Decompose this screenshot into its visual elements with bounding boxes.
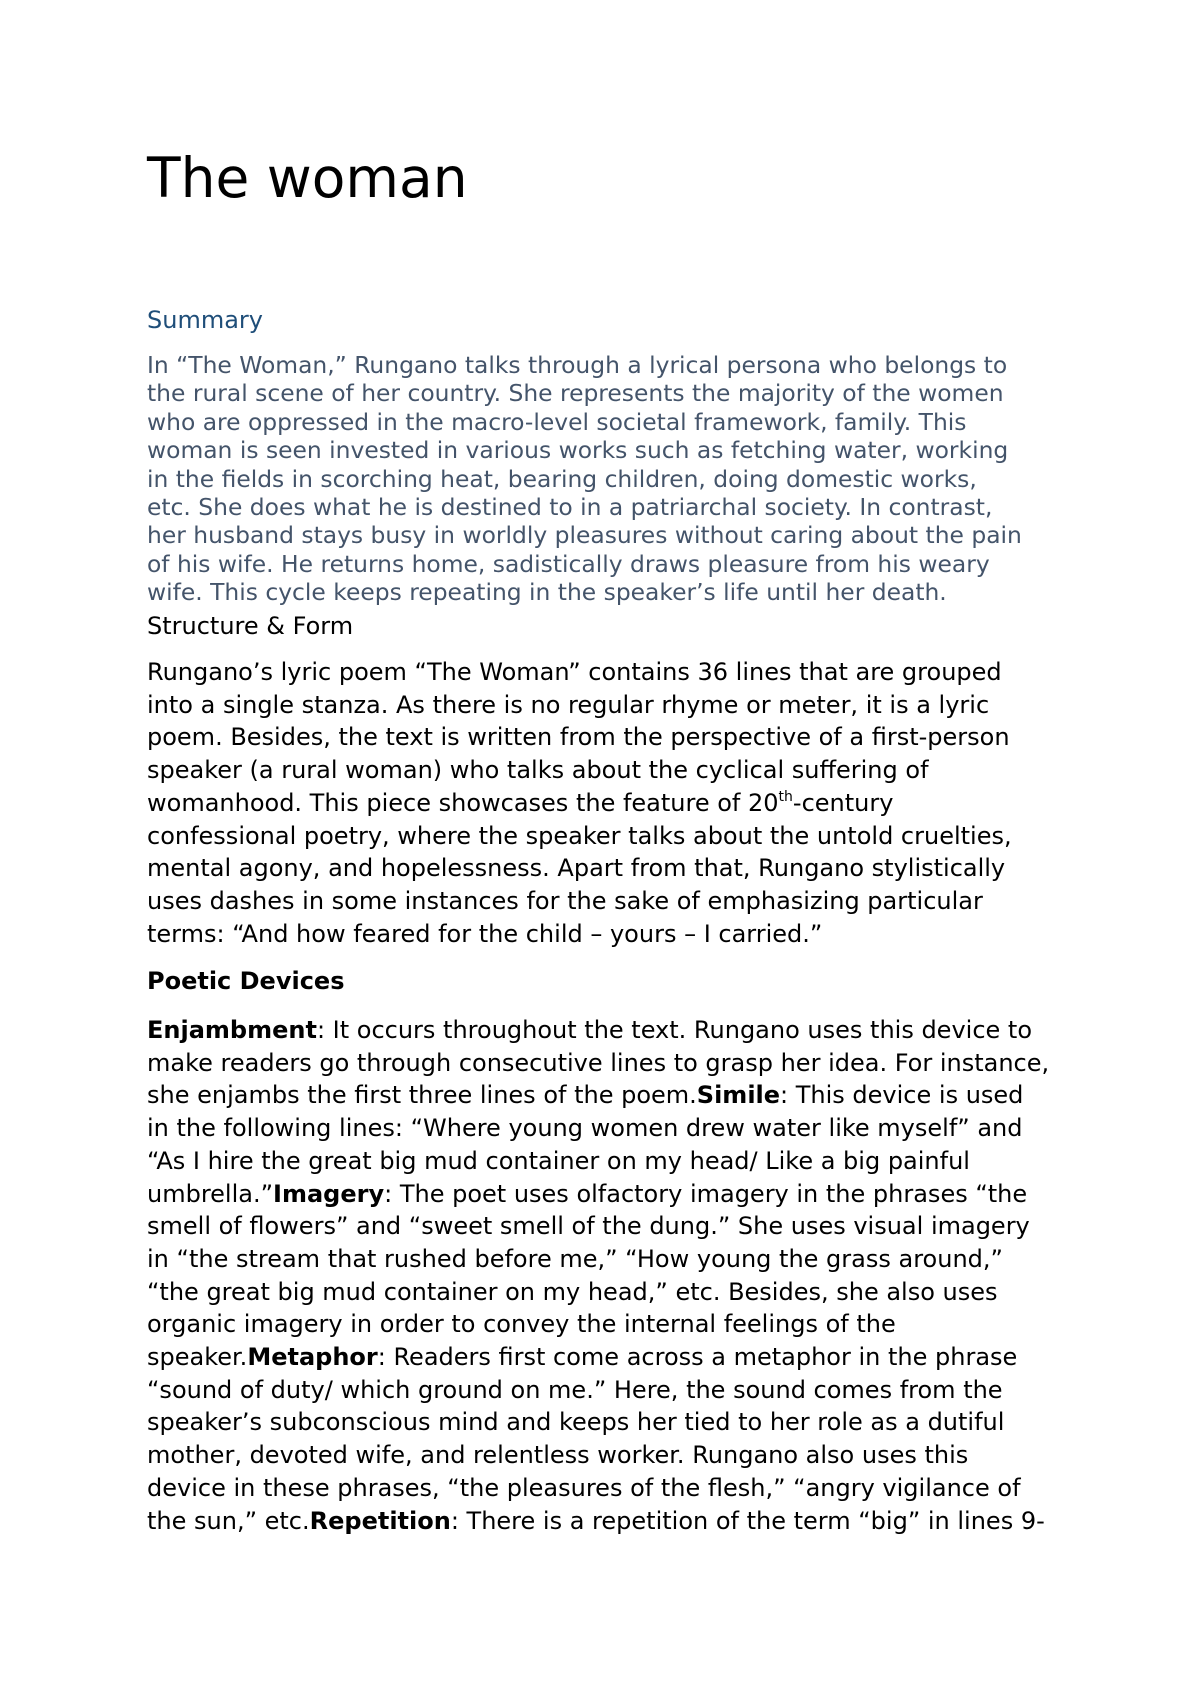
summary-line: In “The Woman,” Rungano talks through a lyrical persona who belongs to bbox=[147, 351, 1008, 379]
devices-line-text: : It occurs throughout the text. Rungano uses this device to bbox=[316, 1016, 1033, 1044]
structure-line: terms: “And how feared for the child – yours – I carried.” bbox=[147, 919, 823, 948]
devices-line: in “the stream that rushed before me,” “How young the grass around,” bbox=[147, 1244, 1003, 1273]
term-repetition: Repetition bbox=[309, 1506, 451, 1535]
structure-heading: Structure & Form bbox=[147, 612, 354, 640]
poetic-devices-paragraph bbox=[147, 1014, 1077, 1537]
devices-line: speaker’s subconscious mind and keeps her tied to her role as a dutiful bbox=[147, 1408, 1005, 1437]
devices-line bbox=[147, 1178, 1077, 1211]
devices-line: make readers go through consecutive lines to grasp her idea. For instance, bbox=[147, 1048, 1050, 1077]
structure-line-text: -century bbox=[792, 788, 894, 817]
devices-line bbox=[147, 1014, 1077, 1047]
term-simile: Simile bbox=[696, 1081, 781, 1110]
summary-paragraph bbox=[147, 351, 1077, 607]
devices-line bbox=[147, 1341, 1077, 1374]
devices-line bbox=[147, 1079, 1077, 1112]
devices-line: “the great big mud container on my head,” etc. Besides, she also uses bbox=[147, 1277, 998, 1306]
devices-line-text: : Readers first come across a metaphor in the phrase bbox=[377, 1343, 1018, 1372]
summary-line: the rural scene of her country. She represents the majority of the women bbox=[147, 379, 1004, 408]
ordinal-superscript: th bbox=[778, 788, 793, 805]
summary-line: of his wife. He returns home, sadistically draws pleasure from his weary bbox=[147, 549, 990, 578]
devices-line: mother, devoted wife, and relentless worker. Rungano also uses this bbox=[147, 1441, 969, 1470]
devices-line: “sound of duty/ which ground on me.” Here, the sound comes from the bbox=[147, 1375, 1003, 1404]
devices-line-text: the sun,” etc. bbox=[147, 1506, 310, 1535]
term-enjambment: Enjambment bbox=[147, 1016, 317, 1044]
summary-line: who are oppressed in the macro-level societal framework, family. This bbox=[147, 407, 967, 436]
devices-line-text: : There is a repetition of the term “big” in lines 9- bbox=[450, 1506, 1045, 1535]
devices-line-text: she enjambs the first three lines of the poem. bbox=[147, 1081, 697, 1110]
structure-line: mental agony, and hopelessness. Apart from that, Rungano stylistically bbox=[147, 854, 1006, 883]
structure-line: Rungano’s lyric poem “The Woman” contains 36 lines that are grouped bbox=[147, 658, 1002, 686]
devices-line: organic imagery in order to convey the internal feelings of the bbox=[147, 1310, 896, 1339]
structure-line bbox=[147, 787, 1077, 820]
structure-line-text: womanhood. This piece showcases the feature of 20 bbox=[147, 788, 779, 817]
structure-paragraph bbox=[147, 656, 1077, 950]
structure-line: speaker (a rural woman) who talks about the cyclical suffering of bbox=[147, 756, 929, 785]
structure-line: uses dashes in some instances for the sake of emphasizing particular bbox=[147, 886, 983, 915]
devices-line bbox=[147, 1505, 1077, 1538]
devices-line-text: : The poet uses olfactory imagery in the phrases “the bbox=[384, 1179, 1028, 1208]
devices-line-text: umbrella.” bbox=[147, 1179, 274, 1208]
devices-line-text: : This device is used bbox=[780, 1081, 1024, 1110]
document-title: The woman bbox=[147, 146, 468, 210]
devices-line: “As I hire the great big mud container on my head/ Like a big painful bbox=[147, 1146, 970, 1175]
term-imagery: Imagery bbox=[273, 1179, 385, 1208]
poetic-devices-heading: Poetic Devices bbox=[147, 967, 345, 995]
devices-line: in the following lines: “Where young women drew water like myself” and bbox=[147, 1114, 1023, 1143]
summary-line: woman is seen invested in various works such as fetching water, working bbox=[147, 436, 1009, 465]
summary-line: etc. She does what he is destined to in a patriarchal society. In contrast, bbox=[147, 493, 993, 522]
term-metaphor: Metaphor bbox=[247, 1343, 378, 1372]
summary-line: in the fields in scorching heat, bearing children, doing domestic works, bbox=[147, 464, 977, 493]
devices-line: device in these phrases, “the pleasures of the flesh,” “angry vigilance of bbox=[147, 1473, 1021, 1502]
summary-line: wife. This cycle keeps repeating in the speaker’s life until her death. bbox=[147, 578, 947, 607]
structure-line: into a single stanza. As there is no regular rhyme or meter, it is a lyric bbox=[147, 690, 990, 719]
devices-line-text: speaker. bbox=[147, 1343, 248, 1372]
devices-line: smell of flowers” and “sweet smell of the dung.” She uses visual imagery bbox=[147, 1212, 1030, 1241]
structure-line: confessional poetry, where the speaker talks about the untold cruelties, bbox=[147, 821, 1012, 850]
summary-line: her husband stays busy in worldly pleasures without caring about the pain bbox=[147, 521, 1022, 550]
summary-heading: Summary bbox=[147, 306, 263, 334]
structure-line: poem. Besides, the text is written from the perspective of a first-person bbox=[147, 723, 1010, 752]
